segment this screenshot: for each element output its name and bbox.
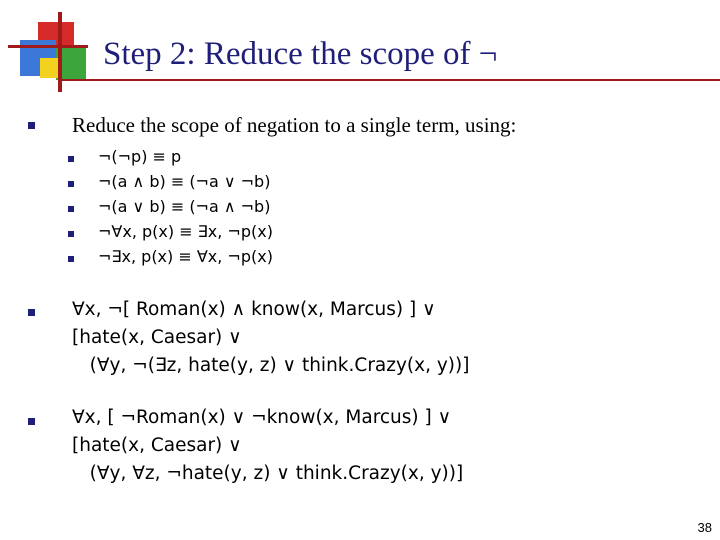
rule-item: ¬(a ∧ b) ≡ (¬a ∨ ¬b) [98,172,271,191]
rule-item: ¬(a ∨ b) ≡ (¬a ∧ ¬b) [98,197,271,216]
example-after-line-2: [hate(x, Caesar) ∨ [72,435,242,456]
sub-bullet-marker [68,256,74,262]
sub-bullet-marker [68,181,74,187]
rule-item: ¬∀x, p(x) ≡ ∃x, ¬p(x) [98,222,273,241]
sub-bullet-marker [68,156,74,162]
sub-bullet-marker [68,206,74,212]
bullet-marker [28,418,35,425]
rule-item: ¬∃x, p(x) ≡ ∀x, ¬p(x) [98,247,273,266]
intro-text: Reduce the scope of negation to a single term, using: [72,113,517,137]
example-before-line-2: [hate(x, Caesar) ∨ [72,327,242,348]
example-after-line-3: (∀y, ∀z, ¬hate(y, z) ∨ think.Crazy(x, y))] [72,463,464,484]
example-before-line-1: ∀x, ¬[ Roman(x) ∧ know(x, Marcus) ] ∨ [72,299,436,320]
bullet-marker [28,122,35,129]
page-number: 38 [697,520,712,535]
example-before-line-3: (∀y, ¬(∃z, hate(y, z) ∨ think.Crazy(x, y))] [72,355,470,376]
bullet-marker [28,309,35,316]
page-title: Step 2: Reduce the scope of ¬ [103,36,498,72]
rule-item: ¬(¬p) ≡ p [98,147,182,166]
logo-horizontal-line [8,45,88,48]
title-underline [60,79,720,81]
example-after-line-1: ∀x, [ ¬Roman(x) ∨ ¬know(x, Marcus) ] ∨ [72,407,452,428]
sub-bullet-marker [68,231,74,237]
logo-yellow-square [40,58,58,78]
